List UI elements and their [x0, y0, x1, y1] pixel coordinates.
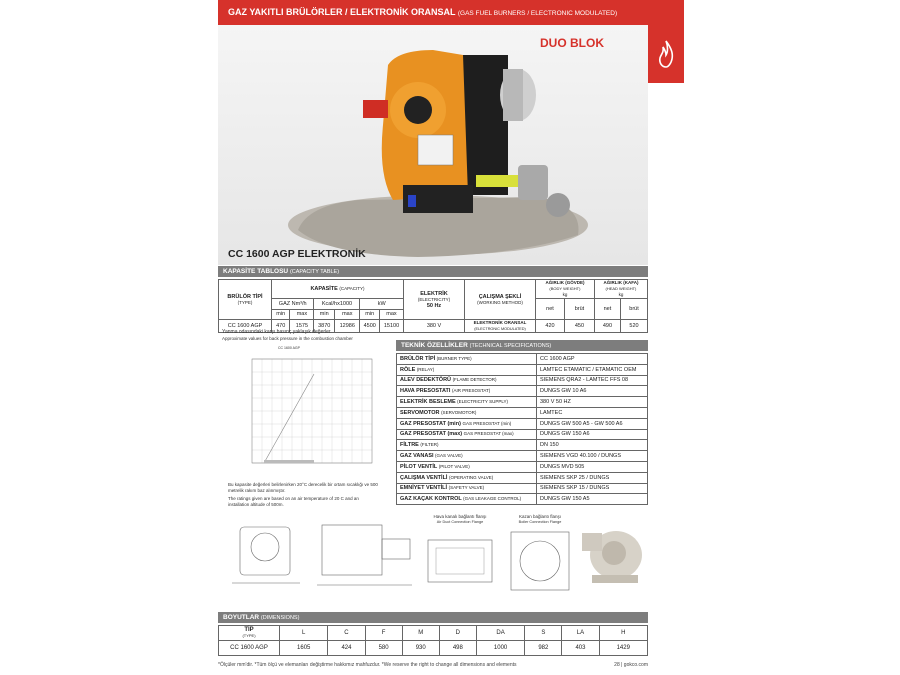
- table-row: [219, 641, 648, 656]
- spec-value: DUNGS GW 150 A6: [537, 429, 648, 440]
- spec-value: LAMTEC ETAMATIC / ETAMATIC OEM: [537, 364, 648, 375]
- spec-value: LAMTEC: [537, 407, 648, 418]
- cap-col-method: ÇALIŞMA ŞEKLİ (WORKING METHOD): [465, 280, 536, 320]
- table-row: [397, 494, 648, 505]
- cap-col-body: AĞIRLIK (GÖVDE) (BODY WEIGHT) kg: [536, 280, 595, 299]
- dimensions-title-en: (DIMENSIONS): [260, 615, 300, 621]
- spec-key: GAZ VANASI (GAS VALVE): [397, 451, 537, 462]
- table-row: [397, 440, 648, 451]
- dim-value: 930: [402, 641, 439, 656]
- spec-value: SIEMENS SKP 25 / DUNGS: [537, 472, 648, 483]
- cap-cell: 490: [594, 320, 620, 333]
- table-row: [397, 386, 648, 397]
- cap-cell: 380 V: [404, 320, 465, 333]
- table-row: [397, 429, 648, 440]
- cap-max: max: [290, 309, 314, 320]
- table-row: [397, 375, 648, 386]
- graph-panel: [222, 344, 392, 476]
- spec-key: GAZ PRESOSTAT (min) GAS PRESOSTAT (min): [397, 418, 537, 429]
- spec-key: BRÜLÖR TİPİ (BURNER TYPE): [397, 354, 537, 365]
- specs-table: [396, 353, 648, 505]
- model-title: CC 1600 AGP ELEKTRONİK: [228, 248, 366, 260]
- dim-header: C: [328, 626, 365, 641]
- capacity-table-title-en: (CAPACITY TABLE): [289, 269, 340, 275]
- flame-icon: [648, 25, 684, 83]
- cap-cell: 12986: [335, 320, 360, 333]
- spec-value: SIEMENS SKP 15 / DUNGS: [537, 483, 648, 494]
- cap-col-head: AĞIRLIK (KAFA) (HEAD WEIGHT) kg: [594, 280, 647, 299]
- spec-key: RÖLE (RELAY): [397, 364, 537, 375]
- table-row: [397, 418, 648, 429]
- footer-note-tr: *Ölçüler mm'dir. *Tüm ölçü ve elemanları değiştirme hakkımız mahfuzdur.: [218, 662, 381, 668]
- product-photo: [218, 25, 648, 265]
- dim-value: 424: [328, 641, 365, 656]
- spec-value: DN 150: [537, 440, 648, 451]
- spec-value: SIEMENS QRA2 - LAMTEC FFS 08: [537, 375, 648, 386]
- dim-value: 498: [439, 641, 476, 656]
- spec-key: HAVA PRESOSTATI (AIR PRESOSTAT): [397, 386, 537, 397]
- footer-note-en: *We reserve the right to change all dimensions and elements: [381, 662, 517, 668]
- header-subtitle: (GAS FUEL BURNERS / ELECTRONIC MODULATED): [457, 10, 618, 17]
- cap-col-kw: kW: [360, 299, 404, 310]
- table-row: [397, 461, 648, 472]
- table-row: [397, 451, 648, 462]
- dimensions-title-bar: [218, 612, 648, 623]
- table-row: [397, 397, 648, 408]
- cap-body-brut: brüt: [565, 299, 595, 320]
- dimensions-header-row: [219, 626, 648, 641]
- dimensions-table: [218, 625, 648, 656]
- spec-key: ELEKTRİK BESLEME (ELECTRICITY SUPPLY): [397, 397, 537, 408]
- flame-badge: [648, 25, 684, 83]
- cap-cell: 420: [536, 320, 565, 333]
- cap-min: min: [272, 309, 290, 320]
- series-label: DUO BLOK: [540, 36, 604, 50]
- cap-col-gas: GAZ Nm³/h: [272, 299, 314, 310]
- boiler-flange-drawing: [505, 528, 575, 594]
- header-title: GAZ YAKITLI BRÜLÖRLER / ELEKTRONİK ORANSAL: [228, 7, 456, 17]
- dim-header: F: [365, 626, 402, 641]
- page-number: 28 | gokco.com: [614, 662, 648, 668]
- spec-key: EMNİYET VENTİLİ (SAFETY VALVE): [397, 483, 537, 494]
- spec-value: DUNGS MVD 505: [537, 461, 648, 472]
- capacity-table-title: KAPASİTE TABLOSU: [223, 268, 289, 275]
- cap-body-net: net: [536, 299, 565, 320]
- spec-key: PİLOT VENTİL (PILOT VALVE): [397, 461, 537, 472]
- cap-cell: 520: [621, 320, 648, 333]
- technical-drawing-side: [222, 515, 422, 595]
- cap-cell: 1575: [290, 320, 314, 333]
- dim-row-type: CC 1600 AGP: [219, 641, 280, 656]
- cap-max: max: [335, 309, 360, 320]
- cap-cell-type: CC 1600 AGP: [219, 320, 272, 333]
- table-row: [397, 364, 648, 375]
- dim-type-header: TİP (TYPE): [219, 626, 280, 641]
- cap-col-kcal: Kcal/hx1000: [314, 299, 360, 310]
- boiler-flange-icon: [505, 528, 575, 594]
- table-row: [397, 472, 648, 483]
- dimensions-title: BOYUTLAR: [223, 614, 260, 621]
- air-flange-caption: Hava kanalı bağlantı flanşı Air Duct Connection Flange: [433, 514, 487, 524]
- spec-key: GAZ KAÇAK KONTROL (GAS LEAKAGE CONTROL): [397, 494, 537, 505]
- spec-value: 380 V 50 HZ: [537, 397, 648, 408]
- table-row: [397, 483, 648, 494]
- cap-cell: 15100: [380, 320, 404, 333]
- spec-key: ALEV DEDEKTÖRÜ (FLAME DETECTOR): [397, 375, 537, 386]
- cap-head-brut: brüt: [621, 299, 648, 320]
- dim-header: D: [439, 626, 476, 641]
- footer: [218, 662, 648, 668]
- spec-key: GAZ PRESOSTAT (max) GAS PRESOSTAT (max): [397, 429, 537, 440]
- dim-header: LA: [562, 626, 599, 641]
- fan-photo: [578, 515, 648, 590]
- dim-header: DA: [476, 626, 524, 641]
- capacity-table: [218, 279, 648, 333]
- dim-value: 1000: [476, 641, 524, 656]
- cap-cell: 4500: [360, 320, 380, 333]
- spec-value: DUNGS GW 150 A5: [537, 494, 648, 505]
- spec-value: CC 1600 AGP: [537, 354, 648, 365]
- header-bar: [218, 0, 684, 25]
- specs-title-en: (TECHNICAL SPECIFICATIONS): [469, 343, 552, 349]
- cap-min: min: [314, 309, 335, 320]
- burner-drawing: [222, 515, 422, 595]
- cap-cell: 3870: [314, 320, 335, 333]
- cap-min: min: [360, 309, 380, 320]
- dim-header: L: [280, 626, 328, 641]
- spec-value: SIEMENS VGD 40.100 / DUNGS: [537, 451, 648, 462]
- specs-title: TEKNİK ÖZELLİKLER: [401, 342, 468, 349]
- dim-header: H: [599, 626, 647, 641]
- table-row: [397, 407, 648, 418]
- specs-title-bar: [396, 340, 648, 351]
- dim-value: 1605: [280, 641, 328, 656]
- dim-header: M: [402, 626, 439, 641]
- table-row: [397, 354, 648, 365]
- spec-key: ÇALIŞMA VENTİLİ (OPERATING VALVE): [397, 472, 537, 483]
- cap-head-net: net: [594, 299, 620, 320]
- burner-illustration: [218, 25, 648, 265]
- cap-cell-method: ELEKTRONİK ORANSAL (ELECTRONIC MODULATED): [465, 320, 536, 333]
- dim-value: 403: [562, 641, 599, 656]
- dim-value: 1429: [599, 641, 647, 656]
- air-flange-drawing: [420, 532, 500, 590]
- cap-col-burner: BRÜLÖR TİPİ (TYPE): [219, 280, 272, 320]
- fan-icon: [578, 515, 648, 590]
- spec-key: FİLTRE (FILTER): [397, 440, 537, 451]
- graph-title: Yanma odasındaki karşı basınç yaklaşık değerler Approximate values for back pressure in the combustion chamber: [222, 329, 353, 341]
- cap-cell: 470: [272, 320, 290, 333]
- boiler-flange-caption: Kazan bağlantı flanşı Boiler Connection Flange: [518, 514, 562, 524]
- cap-col-capacity: KAPASİTE (CAPACITY): [272, 280, 404, 299]
- dim-value: 580: [365, 641, 402, 656]
- cap-cell: 450: [565, 320, 595, 333]
- capacity-table-title-bar: [218, 266, 648, 277]
- back-pressure-graph: [222, 344, 392, 476]
- graph-model-label: CC 1600 AGP: [278, 346, 300, 350]
- spec-value: DUNGS GW 500 A5 - GW 500 A6: [537, 418, 648, 429]
- graph-note: Bu kapasite değerleri belirlenirken 20°C derecelik bir ortam sıcaklığı ve 500 metrelik rakım baz alınmıştır. The ratings given are based on an air temperature of 20 C and an installation altitude of 500m.: [228, 482, 378, 507]
- air-flange-icon: [420, 532, 500, 590]
- dim-header: S: [525, 626, 562, 641]
- dim-value: 982: [525, 641, 562, 656]
- cap-col-electric: ELEKTRİK (ELECTRICITY) 50 Hz: [404, 280, 465, 320]
- spec-key: SERVOMOTOR (SERVOMOTOR): [397, 407, 537, 418]
- cap-max: max: [380, 309, 404, 320]
- spec-value: DUNGS GW 10 A6: [537, 386, 648, 397]
